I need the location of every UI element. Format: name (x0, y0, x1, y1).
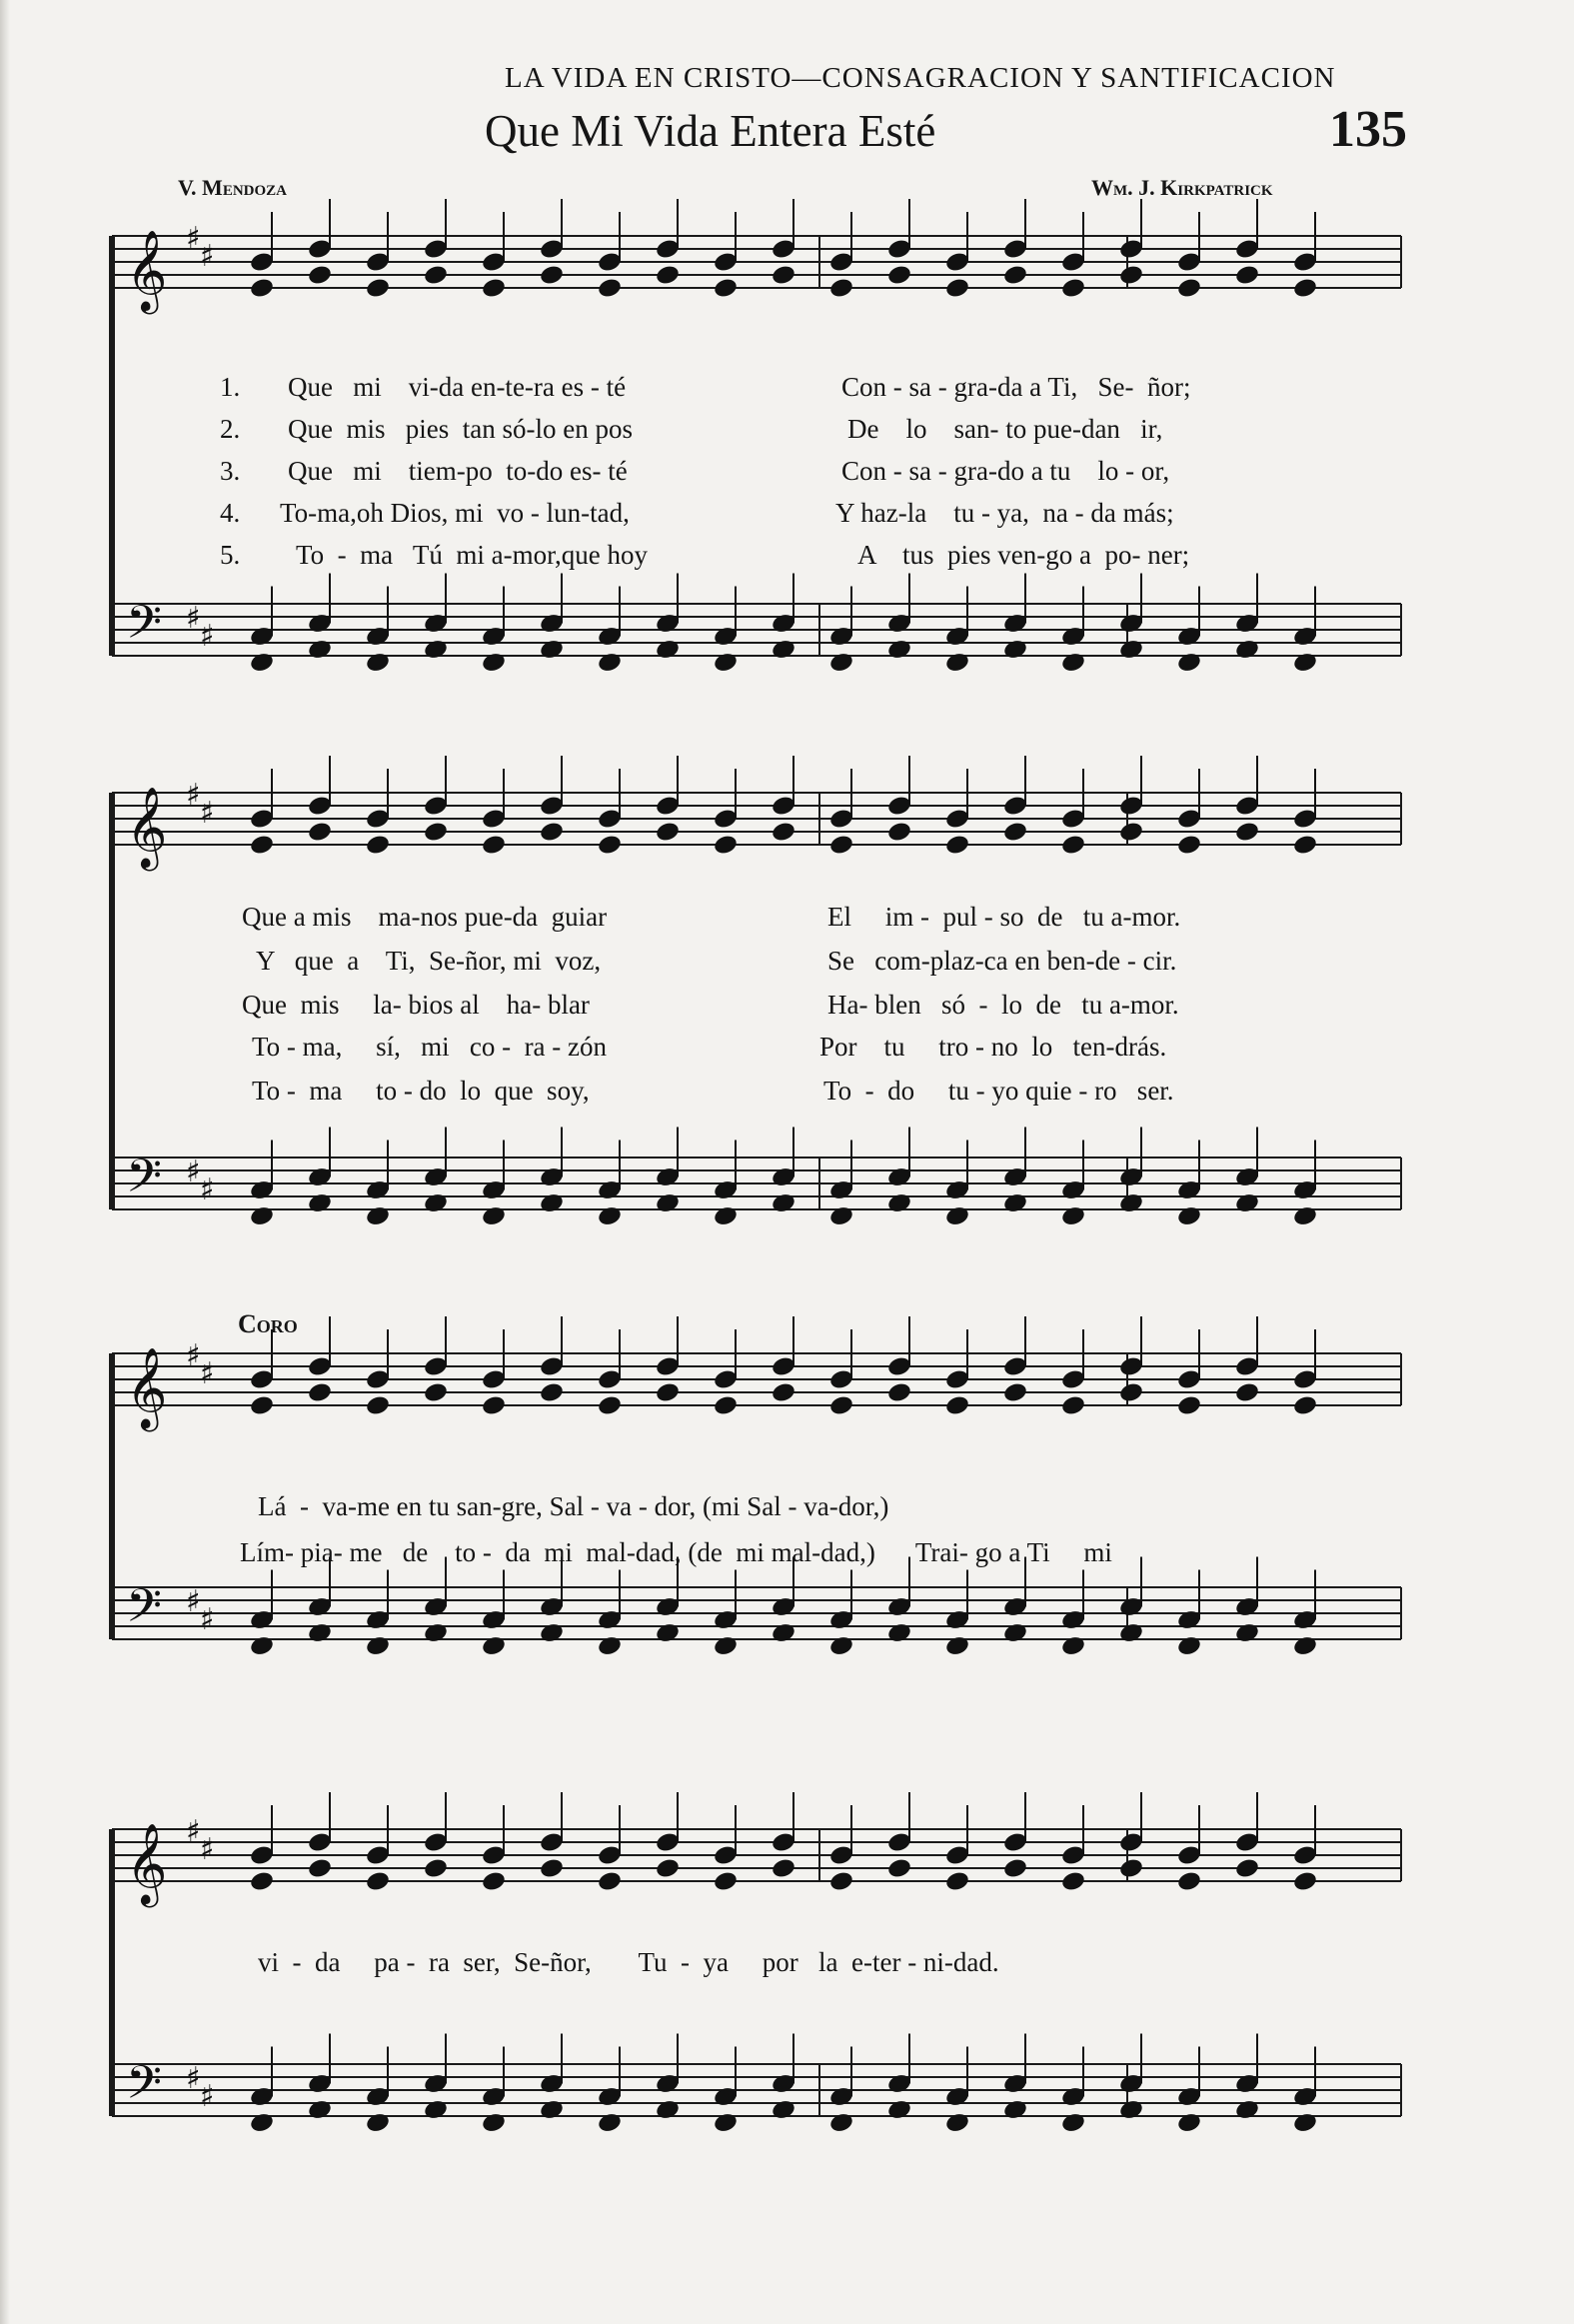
note-head (713, 2111, 739, 2134)
note-head (365, 2111, 391, 2134)
sharp-icon: ♯ (200, 1832, 215, 1867)
note-head (1060, 834, 1086, 857)
note-head (771, 638, 796, 661)
note-head (423, 2098, 449, 2121)
lyric-line: Se com-plaz-ca en ben-de - cir. (827, 946, 1177, 976)
chorus-lyric-line: Lím- pia- me de to - da mi mal-dad, (de mi mal-dad,) Trai- go a Ti mi (240, 1537, 1112, 1567)
sharp-icon: ♯ (186, 1814, 201, 1849)
note-head (1060, 651, 1086, 674)
note-head (1060, 277, 1086, 300)
note-head (307, 638, 333, 661)
sharp-icon: ♯ (200, 796, 215, 831)
note-head (1176, 1870, 1202, 1893)
note-head (539, 638, 565, 661)
bass-clef-icon: 𝄢 (126, 1150, 163, 1214)
note-head (1176, 834, 1202, 857)
note-head (1292, 834, 1318, 857)
note-head (828, 651, 854, 674)
note-head (539, 1621, 565, 1644)
note-head (1002, 1621, 1028, 1644)
note-head (1060, 1870, 1086, 1893)
page-title: Que Mi Vida Entera Esté (485, 106, 936, 156)
note-head (249, 651, 275, 674)
note-head (539, 1381, 565, 1404)
note-head (886, 1191, 912, 1214)
treble-clef-icon: 𝄞 (126, 1822, 168, 1904)
note-head (1118, 2098, 1144, 2121)
chorus-lyric-line: vi - da pa - ra ser, Se-ñor, Tu - ya por la e-ter - ni-dad. (258, 1947, 999, 1977)
note-head (655, 1857, 681, 1880)
lyric-line: Por tu tro - no lo ten-drás. (819, 1032, 1167, 1062)
note-head (1002, 264, 1028, 287)
note-head (365, 834, 391, 857)
lyric-line: To - ma to - do lo que soy, (252, 1076, 590, 1106)
note-head (539, 821, 565, 844)
section-header: LA VIDA EN CRISTO—CONSAGRACION Y SANTIFICACION (505, 62, 1336, 94)
note-head (423, 821, 449, 844)
verse-number: 3. (220, 456, 241, 486)
author-credit: V. Mendoza (178, 175, 287, 200)
note-head (1292, 1394, 1318, 1417)
note-head (597, 1870, 623, 1893)
note-head (1234, 1381, 1260, 1404)
note-head (1176, 277, 1202, 300)
note-head (423, 1857, 449, 1880)
sharp-icon: ♯ (186, 1338, 201, 1373)
note-head (1002, 1191, 1028, 1214)
note-head (539, 2098, 565, 2121)
note-head (1292, 651, 1318, 674)
note-head (886, 1381, 912, 1404)
note-head (249, 1634, 275, 1657)
note-head (481, 1634, 507, 1657)
note-head (539, 264, 565, 287)
note-head (1118, 1191, 1144, 1214)
note-head (713, 1870, 739, 1893)
lyric-line: Que a mis ma-nos pue-da guiar (242, 902, 608, 932)
verse-number: 5. (220, 540, 241, 570)
note-head (1176, 651, 1202, 674)
lyric-line: Con - sa - gra-da a Ti, Se- ñor; (841, 372, 1191, 402)
note-head (828, 277, 854, 300)
note-head (597, 1634, 623, 1657)
note-head (828, 1204, 854, 1227)
verse-number: 4. (220, 498, 241, 528)
note-head (597, 1204, 623, 1227)
note-head (1118, 821, 1144, 844)
lyric-line: De lo san- to pue-dan ir, (847, 414, 1163, 444)
note-head (481, 1204, 507, 1227)
treble-clef-icon: 𝄞 (126, 229, 168, 311)
note-head (539, 1857, 565, 1880)
verse-number: 2. (220, 414, 241, 444)
note-head (1060, 2111, 1086, 2134)
note-head (249, 1394, 275, 1417)
hymn-number: 135 (1329, 101, 1407, 158)
note-head (655, 1191, 681, 1214)
note-head (1176, 1394, 1202, 1417)
note-head (1292, 1870, 1318, 1893)
lyric-line: To - do tu - yo quie - ro ser. (823, 1076, 1174, 1106)
sharp-icon: ♯ (200, 619, 215, 654)
note-head (1234, 1191, 1260, 1214)
note-head (1176, 2111, 1202, 2134)
note-head (365, 1634, 391, 1657)
note-head (713, 277, 739, 300)
note-head (944, 1634, 970, 1657)
note-head (249, 277, 275, 300)
note-head (771, 2098, 796, 2121)
sharp-icon: ♯ (186, 1155, 201, 1189)
note-head (828, 1394, 854, 1417)
note-head (1292, 2111, 1318, 2134)
note-head (1234, 1621, 1260, 1644)
note-head (944, 834, 970, 857)
note-head (771, 1381, 796, 1404)
note-head (423, 1191, 449, 1214)
note-head (655, 821, 681, 844)
note-head (307, 821, 333, 844)
note-head (249, 1204, 275, 1227)
note-head (713, 651, 739, 674)
lyric-line: Que mi tiem-po to-do es- té (288, 456, 628, 486)
bass-clef-icon: 𝄢 (126, 596, 163, 661)
note-head (1234, 1857, 1260, 1880)
note-head (886, 1621, 912, 1644)
note-head (771, 1621, 796, 1644)
note-head (423, 1381, 449, 1404)
sharp-icon: ♯ (186, 2061, 201, 2096)
note-head (1118, 264, 1144, 287)
note-head (1002, 638, 1028, 661)
note-head (365, 1870, 391, 1893)
note-head (307, 1381, 333, 1404)
lyric-line: Que mis pies tan só-lo en pos (288, 414, 633, 444)
note-head (597, 834, 623, 857)
bass-clef-icon: 𝄢 (126, 1579, 163, 1644)
note-head (944, 277, 970, 300)
sharp-icon: ♯ (200, 2079, 215, 2114)
note-head (307, 1191, 333, 1214)
note-head (1234, 638, 1260, 661)
lyric-line: El im - pul - so de tu a-mor. (827, 902, 1181, 932)
sharp-icon: ♯ (200, 1356, 215, 1391)
note-head (481, 834, 507, 857)
lyric-line: Ha- blen só - lo de tu a-mor. (827, 990, 1179, 1020)
note-head (481, 1870, 507, 1893)
note-head (1060, 1634, 1086, 1657)
treble-clef-icon: 𝄞 (126, 786, 168, 868)
note-head (597, 277, 623, 300)
note-head (828, 1634, 854, 1657)
lyric-line: Y haz-la tu - ya, na - da más; (835, 498, 1174, 528)
treble-clef-icon: 𝄞 (126, 1346, 168, 1428)
note-head (307, 1857, 333, 1880)
note-head (307, 264, 333, 287)
note-head (886, 821, 912, 844)
chorus-label: Coro (238, 1309, 298, 1338)
note-head (597, 1394, 623, 1417)
note-head (481, 1394, 507, 1417)
sharp-icon: ♯ (186, 778, 201, 813)
note-head (655, 264, 681, 287)
note-head (944, 2111, 970, 2134)
note-head (423, 264, 449, 287)
note-head (1176, 1204, 1202, 1227)
note-head (771, 1191, 796, 1214)
note-head (365, 651, 391, 674)
note-head (1292, 1634, 1318, 1657)
lyric-line: A tus pies ven-go a po- ner; (857, 540, 1190, 570)
sharp-icon: ♯ (200, 1172, 215, 1207)
note-head (365, 1204, 391, 1227)
note-head (1002, 1381, 1028, 1404)
note-head (771, 1857, 796, 1880)
note-head (655, 1621, 681, 1644)
verse-number: 1. (220, 372, 241, 402)
note-head (307, 1621, 333, 1644)
note-head (1118, 1857, 1144, 1880)
note-head (1118, 1621, 1144, 1644)
lyric-line: To - ma Tú mi a-mor,que hoy (296, 540, 648, 570)
note-head (249, 834, 275, 857)
note-head (771, 264, 796, 287)
note-head (1234, 264, 1260, 287)
note-head (481, 651, 507, 674)
note-head (1234, 2098, 1260, 2121)
note-head (1176, 1634, 1202, 1657)
note-head (944, 1394, 970, 1417)
note-head (249, 2111, 275, 2134)
note-head (1118, 1381, 1144, 1404)
note-head (307, 2098, 333, 2121)
lyric-line: Y que a Ti, Se-ñor, mi voz, (256, 946, 602, 976)
note-head (1060, 1204, 1086, 1227)
note-head (365, 1394, 391, 1417)
lyric-line: Con - sa - gra-do a tu lo - or, (841, 456, 1170, 486)
lyric-line: Que mis la- bios al ha- blar (242, 990, 590, 1020)
note-head (886, 638, 912, 661)
bass-clef-icon: 𝄢 (126, 2056, 163, 2121)
note-head (1292, 277, 1318, 300)
note-head (886, 1857, 912, 1880)
note-head (365, 277, 391, 300)
note-head (423, 1621, 449, 1644)
note-head (481, 277, 507, 300)
note-head (539, 1191, 565, 1214)
note-head (713, 1204, 739, 1227)
note-head (713, 1634, 739, 1657)
note-head (713, 1394, 739, 1417)
note-head (944, 1870, 970, 1893)
note-head (481, 2111, 507, 2134)
note-head (249, 1870, 275, 1893)
lyric-line: To - ma, sí, mi co - ra - zón (252, 1032, 608, 1062)
note-head (828, 834, 854, 857)
note-head (1118, 638, 1144, 661)
note-head (886, 2098, 912, 2121)
note-head (828, 1870, 854, 1893)
note-head (771, 821, 796, 844)
note-head (423, 638, 449, 661)
note-head (713, 834, 739, 857)
note-head (655, 638, 681, 661)
chorus-lyric-line: Lá - va-me en tu san-gre, Sal - va - dor, (mi Sal - va-dor,) (258, 1491, 889, 1521)
note-head (1060, 1394, 1086, 1417)
composer-credit: Wm. J. Kirkpatrick (1091, 175, 1273, 200)
sharp-icon: ♯ (200, 239, 215, 274)
note-head (597, 2111, 623, 2134)
note-head (655, 2098, 681, 2121)
note-head (944, 651, 970, 674)
note-head (655, 1381, 681, 1404)
note-head (944, 1204, 970, 1227)
note-head (1234, 821, 1260, 844)
note-head (1002, 2098, 1028, 2121)
sharp-icon: ♯ (186, 221, 201, 256)
note-head (828, 2111, 854, 2134)
note-head (597, 651, 623, 674)
sharp-icon: ♯ (186, 1584, 201, 1619)
lyric-line: To-ma,oh Dios, mi vo - lun-tad, (280, 498, 630, 528)
sharp-icon: ♯ (186, 601, 201, 636)
sharp-icon: ♯ (200, 1602, 215, 1637)
note-head (1292, 1204, 1318, 1227)
note-head (886, 264, 912, 287)
lyric-line: Que mi vi-da en-te-ra es - té (288, 372, 627, 402)
note-head (1002, 1857, 1028, 1880)
note-head (1002, 821, 1028, 844)
